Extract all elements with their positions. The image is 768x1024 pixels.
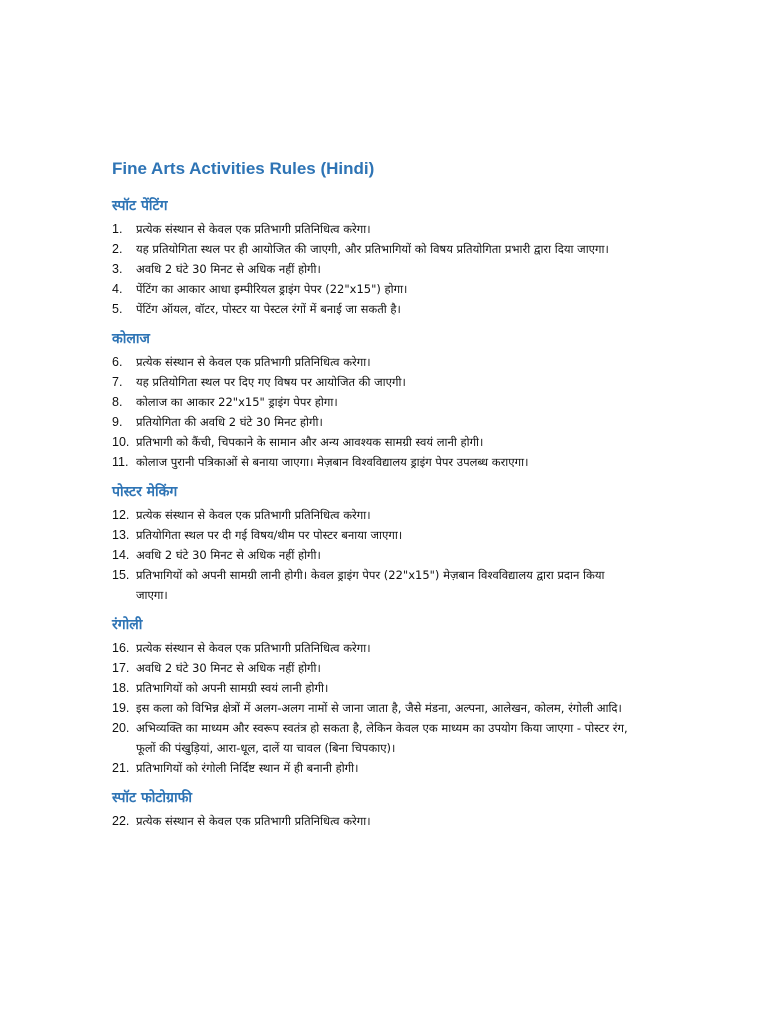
rule-number: 11. [112, 455, 129, 469]
list-item [112, 811, 642, 831]
rule-text: प्रत्येक संस्थान से केवल एक प्रतिभागी प्रतिनिधित्व करेगा। [136, 355, 371, 369]
list-item [112, 239, 642, 259]
rules-list [112, 638, 642, 778]
rule-number: 19. [112, 701, 130, 715]
rule-text: अवधि 2 घंटे 30 मिनट से अधिक नहीं होगी। [136, 661, 321, 675]
list-item [112, 412, 642, 432]
rule-text: प्रतिभागियों को अपनी सामग्री लानी होगी। केवल ड्राइंग पेपर (22"x15") मेज़बान विश्वविद्यालय द्वारा प्रदान किया जाएगा। [136, 568, 605, 602]
rule-number: 12. [112, 508, 130, 522]
rule-number: 1. [112, 222, 123, 236]
rule-text: अवधि 2 घंटे 30 मिनट से अधिक नहीं होगी। [136, 548, 321, 562]
rule-text: प्रतिभागियों को अपनी सामग्री स्वयं लानी होगी। [136, 681, 329, 695]
rules-list [112, 811, 642, 831]
rule-number: 16. [112, 641, 130, 655]
list-item [112, 638, 642, 658]
list-item [112, 452, 642, 472]
rule-text: पेंटिंग ऑयल, वॉटर, पोस्टर या पेस्टल रंगों में बनाई जा सकती है। [136, 302, 401, 316]
rule-number: 10. [112, 435, 130, 449]
section-heading: स्पॉट फोटोग्राफी [112, 790, 192, 806]
list-item [112, 718, 642, 758]
document-title: Fine Arts Activities Rules (Hindi) [112, 159, 375, 178]
rule-text: कोलाज पुरानी पत्रिकाओं से बनाया जाएगा। मेज़बान विश्वविद्यालय ड्राइंग पेपर उपलब्ध कराएगा। [136, 455, 529, 469]
rules-section [112, 482, 642, 605]
rule-number: 21. [112, 761, 130, 775]
list-item [112, 279, 642, 299]
rule-number: 9. [112, 415, 123, 429]
list-item [112, 565, 642, 605]
rule-number: 14. [112, 548, 130, 562]
rule-number: 20. [112, 721, 130, 735]
section-heading: रंगोली [112, 617, 143, 633]
rule-number: 13. [112, 528, 130, 542]
rule-text: कोलाज का आकार 22"x15" ड्राइंग पेपर होगा। [136, 395, 338, 409]
rule-text: प्रतिभागियों को रंगोली निर्दिष्ट स्थान में ही बनानी होगी। [136, 761, 359, 775]
list-item [112, 545, 642, 565]
rule-text: प्रत्येक संस्थान से केवल एक प्रतिभागी प्रतिनिधित्व करेगा। [136, 222, 371, 236]
rule-text: प्रतिभागी को कैंची, चिपकाने के सामान और अन्य आवश्यक सामग्री स्वयं लानी होगी। [136, 435, 484, 449]
rule-text: अवधि 2 घंटे 30 मिनट से अधिक नहीं होगी। [136, 262, 321, 276]
list-item [112, 678, 642, 698]
list-item [112, 259, 642, 279]
rule-number: 2. [112, 242, 123, 256]
rule-text: प्रतियोगिता की अवधि 2 घंटे 30 मिनट होगी। [136, 415, 323, 429]
rules-list [112, 219, 642, 319]
section-heading: स्पॉट पेंटिंग [112, 198, 168, 214]
rules-section [112, 329, 642, 472]
rule-text: प्रत्येक संस्थान से केवल एक प्रतिभागी प्रतिनिधित्व करेगा। [136, 641, 371, 655]
section-heading: पोस्टर मेकिंग [112, 484, 178, 500]
rules-list [112, 352, 642, 472]
list-item [112, 372, 642, 392]
rule-number: 17. [112, 661, 130, 675]
rule-text: यह प्रतियोगिता स्थल पर दिए गए विषय पर आयोजित की जाएगी। [136, 375, 406, 389]
rules-section [112, 615, 642, 778]
rule-text: पेंटिंग का आकार आधा इम्पीरियल ड्राइंग पेपर (22"x15") होगा। [136, 282, 408, 296]
rules-section [112, 788, 642, 831]
rules-section [112, 196, 642, 319]
list-item [112, 698, 642, 718]
rule-number: 4. [112, 282, 123, 296]
rule-text: प्रत्येक संस्थान से केवल एक प्रतिभागी प्रतिनिधित्व करेगा। [136, 508, 371, 522]
list-item [112, 505, 642, 525]
rule-number: 8. [112, 395, 123, 409]
rules-list [112, 505, 642, 605]
list-item [112, 525, 642, 545]
section-heading: कोलाज [112, 331, 150, 347]
list-item [112, 219, 642, 239]
rule-number: 7. [112, 375, 123, 389]
list-item [112, 658, 642, 678]
rule-number: 15. [112, 568, 130, 582]
list-item [112, 299, 642, 319]
rule-text: यह प्रतियोगिता स्थल पर ही आयोजित की जाएगी, और प्रतिभागियों को विषय प्रतियोगिता प्रभारी द्वारा दिया जाएगा। [136, 242, 609, 256]
rule-text: इस कला को विभिन्न क्षेत्रों में अलग-अलग नामों से जाना जाता है, जैसे मंडना, अल्पना, आलेखन, कोलम, रंगोली आदि। [136, 701, 622, 715]
rule-number: 18. [112, 681, 130, 695]
rule-number: 6. [112, 355, 123, 369]
rule-number: 22. [112, 814, 130, 828]
list-item [112, 758, 642, 778]
list-item [112, 352, 642, 372]
rule-text: प्रतियोगिता स्थल पर दी गई विषय/थीम पर पोस्टर बनाया जाएगा। [136, 528, 403, 542]
rule-number: 5. [112, 302, 123, 316]
sections-container [112, 196, 642, 831]
rule-text: अभिव्यक्ति का माध्यम और स्वरूप स्वतंत्र हो सकता है, लेकिन केवल एक माध्यम का उपयोग किया जाएगा - पोस्टर रंग, फूलों की पंखुड़ियां, आरा-धूल, दालें या चावल (बिना चिपकाए)। [136, 721, 628, 755]
rule-text: प्रत्येक संस्थान से केवल एक प्रतिभागी प्रतिनिधित्व करेगा। [136, 814, 371, 828]
rule-number: 3. [112, 262, 123, 276]
document-page [112, 158, 642, 841]
list-item [112, 392, 642, 412]
list-item [112, 432, 642, 452]
